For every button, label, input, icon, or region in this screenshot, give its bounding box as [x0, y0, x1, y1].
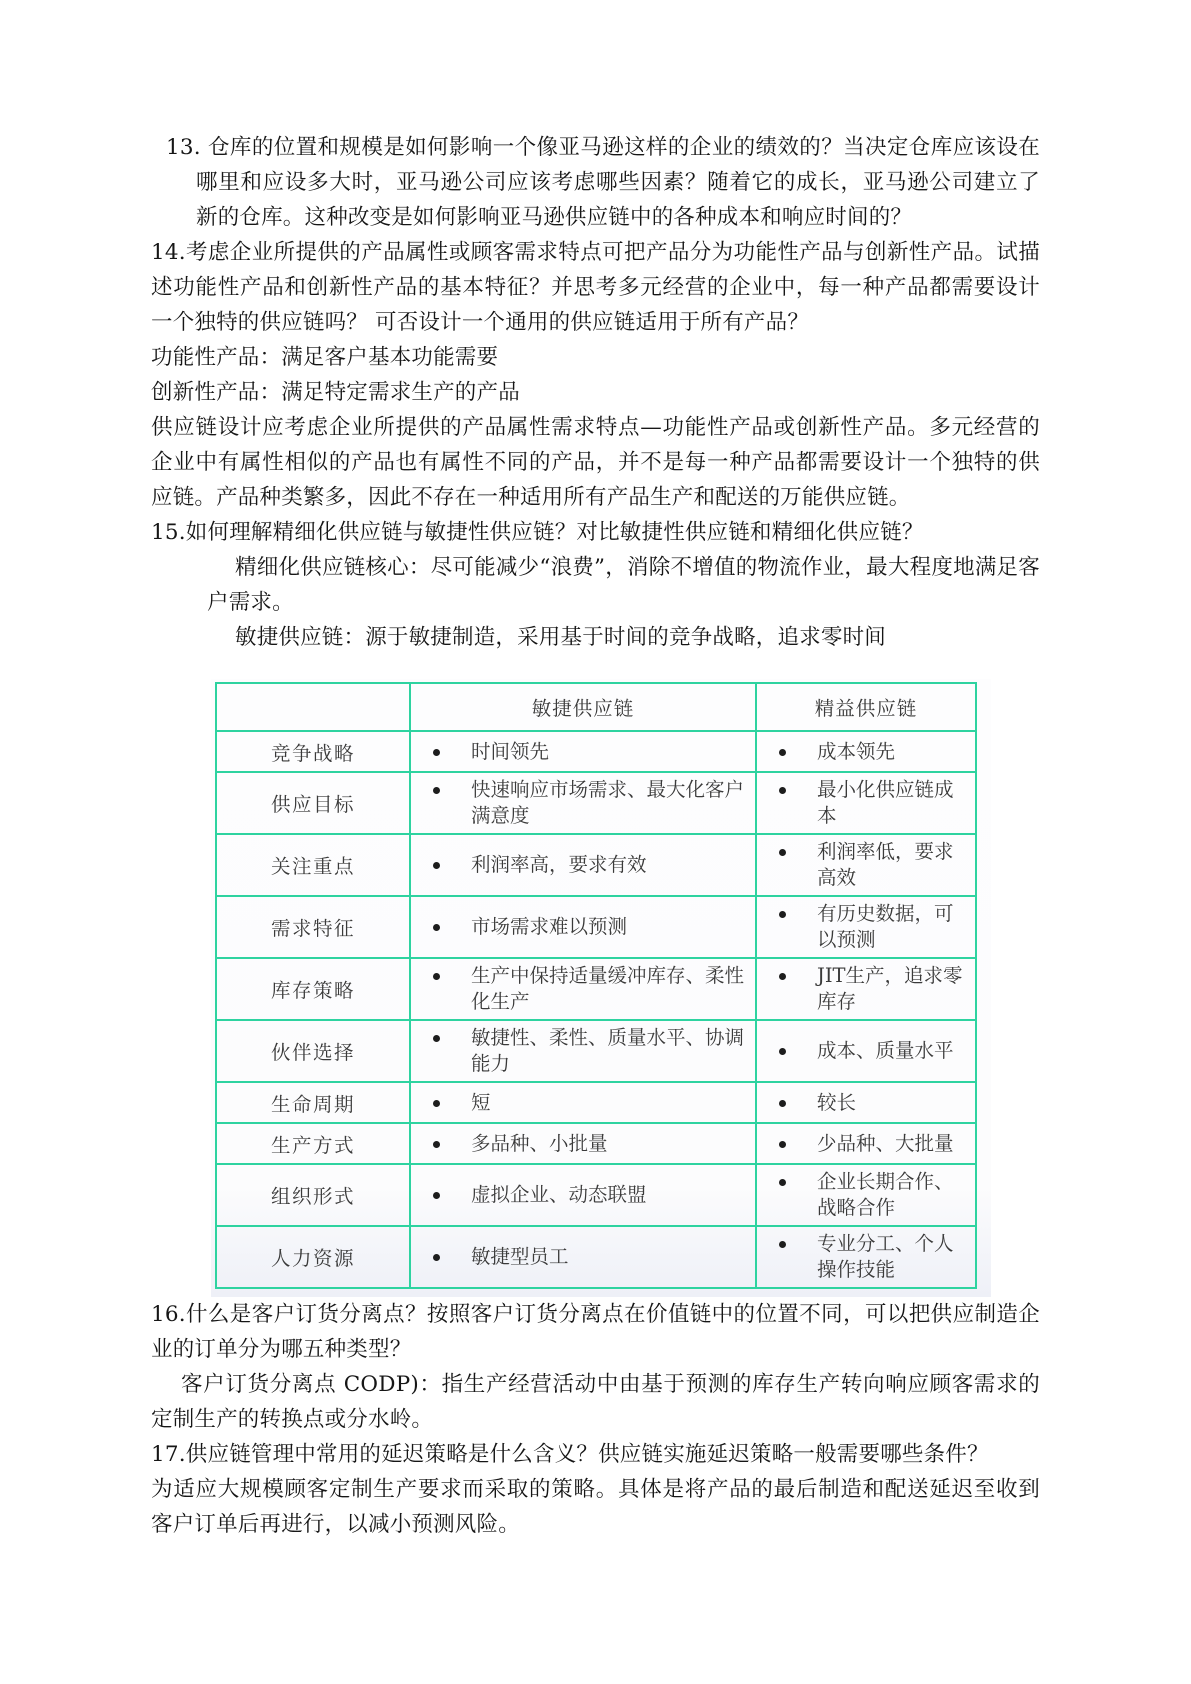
row-label: 需求特征	[216, 896, 410, 958]
bullet-icon	[433, 1192, 440, 1199]
agile-cell: 虚拟企业、动态联盟	[471, 1183, 647, 1206]
table-row	[216, 1226, 976, 1288]
agile-cell: 市场需求难以预测	[471, 915, 628, 938]
lean-cell: 成本、质量水平	[817, 1039, 954, 1062]
row-label: 库存策略	[216, 958, 410, 1020]
answer-16: 客户订货分离点 CODP)：指生产经营活动中由基于预测的库存生产转向响应顾客需求的定制生产的转换点或分水岭。	[151, 1372, 1040, 1432]
question-16: 16.什么是客户订货分离点？按照客户订货分离点在价值链中的位置不同，可以把供应制造企业的订单分为哪五种类型？	[151, 1302, 1040, 1362]
row-label: 生产方式	[216, 1123, 410, 1164]
agile-cell: 敏捷型员工	[471, 1245, 569, 1268]
bullet-icon	[779, 911, 786, 918]
bullet-icon	[433, 1254, 440, 1261]
bullet-icon	[779, 1241, 786, 1248]
question-14: 14.考虑企业所提供的产品属性或顾客需求特点可把产品分为功能性产品与创新性产品。试描述功能性产品和创新性产品的基本特征？并思考多元经营的企业中，每一种产品都需要设计一个独特的供应链吗？ 可否设计一个通用的供应链适用于所有产品？	[151, 240, 1040, 335]
bullet-icon	[433, 924, 440, 931]
bullet-icon	[433, 749, 440, 756]
lean-cell: 专业分工、个人操作技能	[817, 1232, 954, 1281]
row-label: 组织形式	[216, 1164, 410, 1226]
table-row	[216, 772, 976, 834]
bullet-icon	[433, 1141, 440, 1148]
supply-chain-comparison-table	[211, 679, 991, 1297]
row-label: 关注重点	[216, 834, 410, 896]
table-corner-cell	[216, 683, 410, 731]
lean-cell: 较长	[817, 1090, 857, 1114]
bullet-icon	[433, 1100, 440, 1107]
row-label: 生命周期	[216, 1082, 410, 1123]
row-label: 人力资源	[216, 1226, 410, 1288]
bullet-icon	[779, 1141, 786, 1148]
table-row	[216, 1164, 976, 1226]
bullet-icon	[433, 787, 440, 794]
comparison-table	[215, 682, 977, 1289]
table-row	[216, 731, 976, 772]
row-label: 供应目标	[216, 772, 410, 834]
row-label: 竞争战略	[216, 731, 410, 772]
lean-cell: 企业长期合作、战略合作	[817, 1170, 954, 1219]
table-header-agile: 敏捷供应链	[410, 683, 756, 731]
bullet-icon	[779, 749, 786, 756]
table-row	[216, 1020, 976, 1082]
bullet-icon	[779, 973, 786, 980]
table-header-lean: 精益供应链	[756, 683, 976, 731]
lean-cell: 有历史数据，可以预测	[817, 902, 954, 951]
table-row	[216, 1123, 976, 1164]
agile-cell: 快速响应市场需求、最大化客户满意度	[471, 778, 745, 827]
lean-cell: JIT生产，追求零库存	[817, 964, 963, 1013]
answer-14-summary: 供应链设计应考虑企业所提供的产品属性需求特点—功能性产品或创新性产品。多元经营的企业中有属性相似的产品也有属性不同的产品，并不是每一种产品都需要设计一个独特的供应链。产品种类繁多，因此不存在一种适用所有产品生产和配送的万能供应链。	[151, 415, 1040, 510]
question-17: 17.供应链管理中常用的延迟策略是什么含义？供应链实施延迟策略一般需要哪些条件？	[151, 1442, 989, 1467]
agile-cell: 多品种、小批量	[471, 1131, 608, 1155]
agile-cell: 利润率高，要求有效	[471, 853, 647, 876]
question-15: 15.如何理解精细化供应链与敏捷性供应链？对比敏捷性供应链和精细化供应链？	[151, 520, 924, 545]
answer-14-functional: 功能性产品：满足客户基本功能需要	[151, 345, 499, 370]
bullet-icon	[433, 973, 440, 980]
answer-17: 为适应大规模顾客定制生产要求而采取的策略。具体是将产品的最后制造和配送延迟至收到客户订单后再进行，以减小预测风险。	[151, 1477, 1040, 1537]
lean-cell: 利润率低，要求高效	[817, 840, 954, 889]
bullet-icon	[779, 1179, 786, 1186]
table-row	[216, 958, 976, 1020]
bullet-icon	[779, 1100, 786, 1107]
bullet-icon	[779, 1048, 786, 1055]
table-row	[216, 1082, 976, 1123]
agile-cell: 短	[471, 1090, 491, 1114]
lean-cell: 成本领先	[817, 739, 896, 763]
table-row	[216, 834, 976, 896]
row-label: 伙伴选择	[216, 1020, 410, 1082]
answer-15-lean: 精细化供应链核心：尽可能减少“浪费”，消除不增值的物流作业，最大程度地满足客户需求。	[207, 555, 1040, 615]
lean-cell: 少品种、大批量	[817, 1131, 954, 1155]
lean-cell: 最小化供应链成本	[817, 778, 954, 827]
bullet-icon	[433, 1035, 440, 1042]
table-row	[216, 896, 976, 958]
agile-cell: 时间领先	[471, 739, 550, 763]
answer-15-agile: 敏捷供应链：源于敏捷制造，采用基于时间的竞争战略，追求零时间	[235, 625, 887, 650]
agile-cell: 生产中保持适量缓冲库存、柔性化生产	[471, 964, 745, 1013]
agile-cell: 敏捷性、柔性、质量水平、协调能力	[471, 1026, 745, 1075]
bullet-icon	[779, 849, 786, 856]
answer-14-innovative: 创新性产品：满足特定需求生产的产品	[151, 380, 520, 405]
bullet-icon	[433, 862, 440, 869]
bullet-icon	[779, 787, 786, 794]
question-13: 13. 仓库的位置和规模是如何影响一个像亚马逊这样的企业的绩效的？当决定仓库应该设在哪里和应设多大时，亚马逊公司应该考虑哪些因素？随着它的成长，亚马逊公司建立了新的仓库。这种改变是如何影响亚马逊供应链中的各种成本和响应时间的？	[166, 135, 1040, 230]
